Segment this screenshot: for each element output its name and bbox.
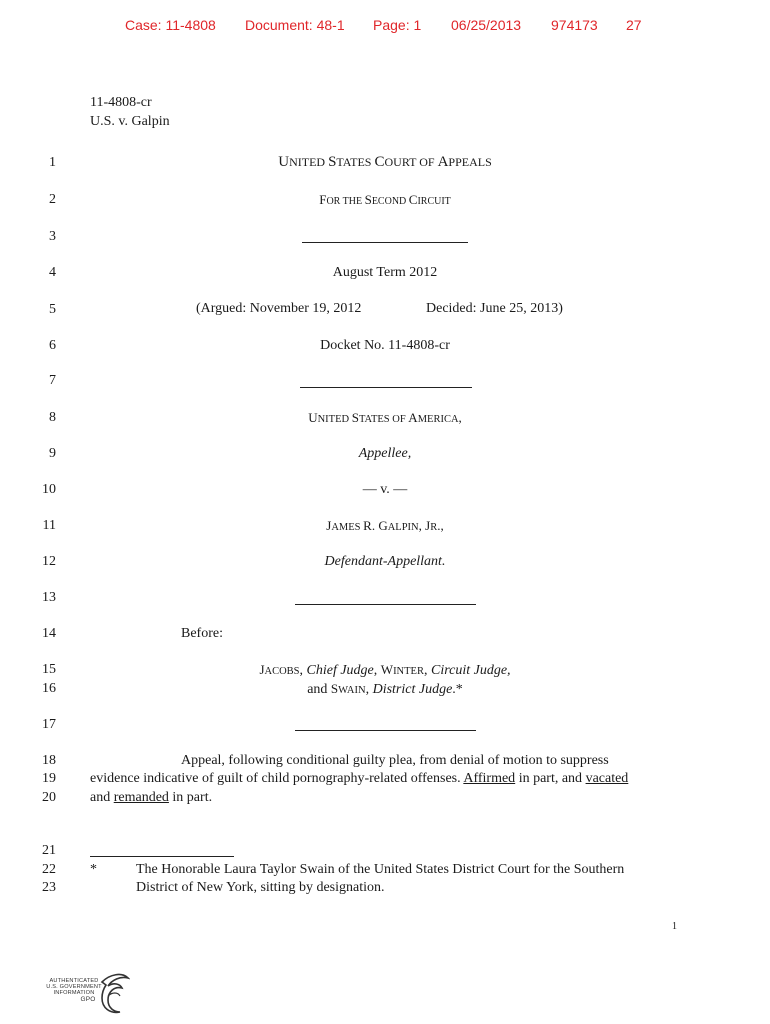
header-document: Document: 48-1	[245, 17, 345, 33]
panel-line-2: and SWAIN, District Judge.*	[307, 681, 463, 697]
docket-number: Docket No. 11-4808-cr	[320, 338, 450, 353]
header-case: Case: 11-4808	[125, 17, 216, 33]
separator-rule	[300, 387, 472, 388]
ecf-header	[0, 17, 770, 37]
before-label: Before:	[181, 626, 223, 641]
line-number: 3	[49, 229, 56, 244]
line-number: 22	[42, 862, 56, 877]
separator-rule	[295, 730, 476, 731]
appellant-role: Defendant-Appellant.	[324, 554, 446, 569]
seal-line: GPO	[80, 996, 96, 1003]
separator-rule	[302, 242, 468, 243]
seal-line: AUTHENTICATED	[49, 978, 99, 984]
panel-line-1: JACOBS, Chief Judge, WINTER, Circuit Judge,	[259, 662, 511, 678]
term: August Term 2012	[332, 265, 438, 280]
line-number: 17	[42, 717, 56, 732]
header-page: Page: 1	[373, 17, 422, 33]
footnote-line-1: The Honorable Laura Taylor Swain of the United States District Court for the Southern	[136, 862, 625, 877]
header-page-count: 27	[626, 17, 642, 33]
page-number: 1	[672, 921, 677, 932]
appellee-role: Appellee,	[358, 446, 412, 461]
summary-line-2: evidence indicative of guilt of child pornography-related offenses. Affirmed in part, and vacated	[90, 771, 629, 786]
court-title: UNITED STATES COURT OF APPEALS	[278, 154, 492, 170]
line-number: 14	[42, 626, 56, 641]
line-number: 12	[42, 554, 56, 569]
decided-date: Decided: June 25, 2013)	[426, 301, 563, 316]
circuit-title: FOR THE SECOND CIRCUIT	[319, 192, 451, 207]
appellant-name: JAMES R. GALPIN, JR.,	[326, 518, 444, 533]
line-number: 1	[49, 155, 56, 170]
seal-line: INFORMATION	[53, 990, 95, 996]
line-number: 10	[42, 482, 56, 497]
line-number: 5	[49, 302, 56, 317]
gpo-authentication-seal	[44, 972, 134, 1016]
header-date: 06/25/2013	[451, 17, 522, 33]
line-number: 4	[49, 265, 56, 280]
line-number: 8	[49, 410, 56, 425]
line-number: 11	[42, 518, 56, 533]
line-number: 21	[42, 843, 56, 858]
line-number: 16	[42, 681, 56, 696]
summary-line-3: and remanded in part.	[90, 790, 213, 805]
footnote-mark: *	[90, 862, 97, 877]
line-number: 2	[49, 192, 56, 207]
line-number: 6	[49, 338, 56, 353]
header-id: 974173	[551, 17, 598, 33]
line-number: 19	[42, 771, 56, 786]
line-number: 18	[42, 753, 56, 768]
versus: — v. —	[362, 482, 408, 497]
line-number: 9	[49, 446, 56, 461]
line-number: 23	[42, 880, 56, 895]
seal-line: U.S. GOVERNMENT	[46, 984, 102, 990]
separator-rule	[295, 604, 476, 605]
line-number: 20	[42, 790, 56, 805]
argued-date: (Argued: November 19, 2012	[196, 301, 362, 316]
short-title: U.S. v. Galpin	[90, 114, 170, 129]
line-number: 13	[42, 590, 56, 605]
eagle-icon	[98, 972, 130, 1016]
appellee-name: UNITED STATES OF AMERICA,	[308, 410, 462, 425]
line-number: 15	[42, 662, 56, 677]
summary-line-1: Appeal, following conditional guilty plea, from denial of motion to suppress	[181, 753, 609, 768]
footnote-rule	[90, 856, 234, 857]
line-number: 7	[49, 373, 56, 388]
docket-short: 11-4808-cr	[90, 95, 152, 110]
footnote-line-2: District of New York, sitting by designation.	[136, 880, 385, 895]
